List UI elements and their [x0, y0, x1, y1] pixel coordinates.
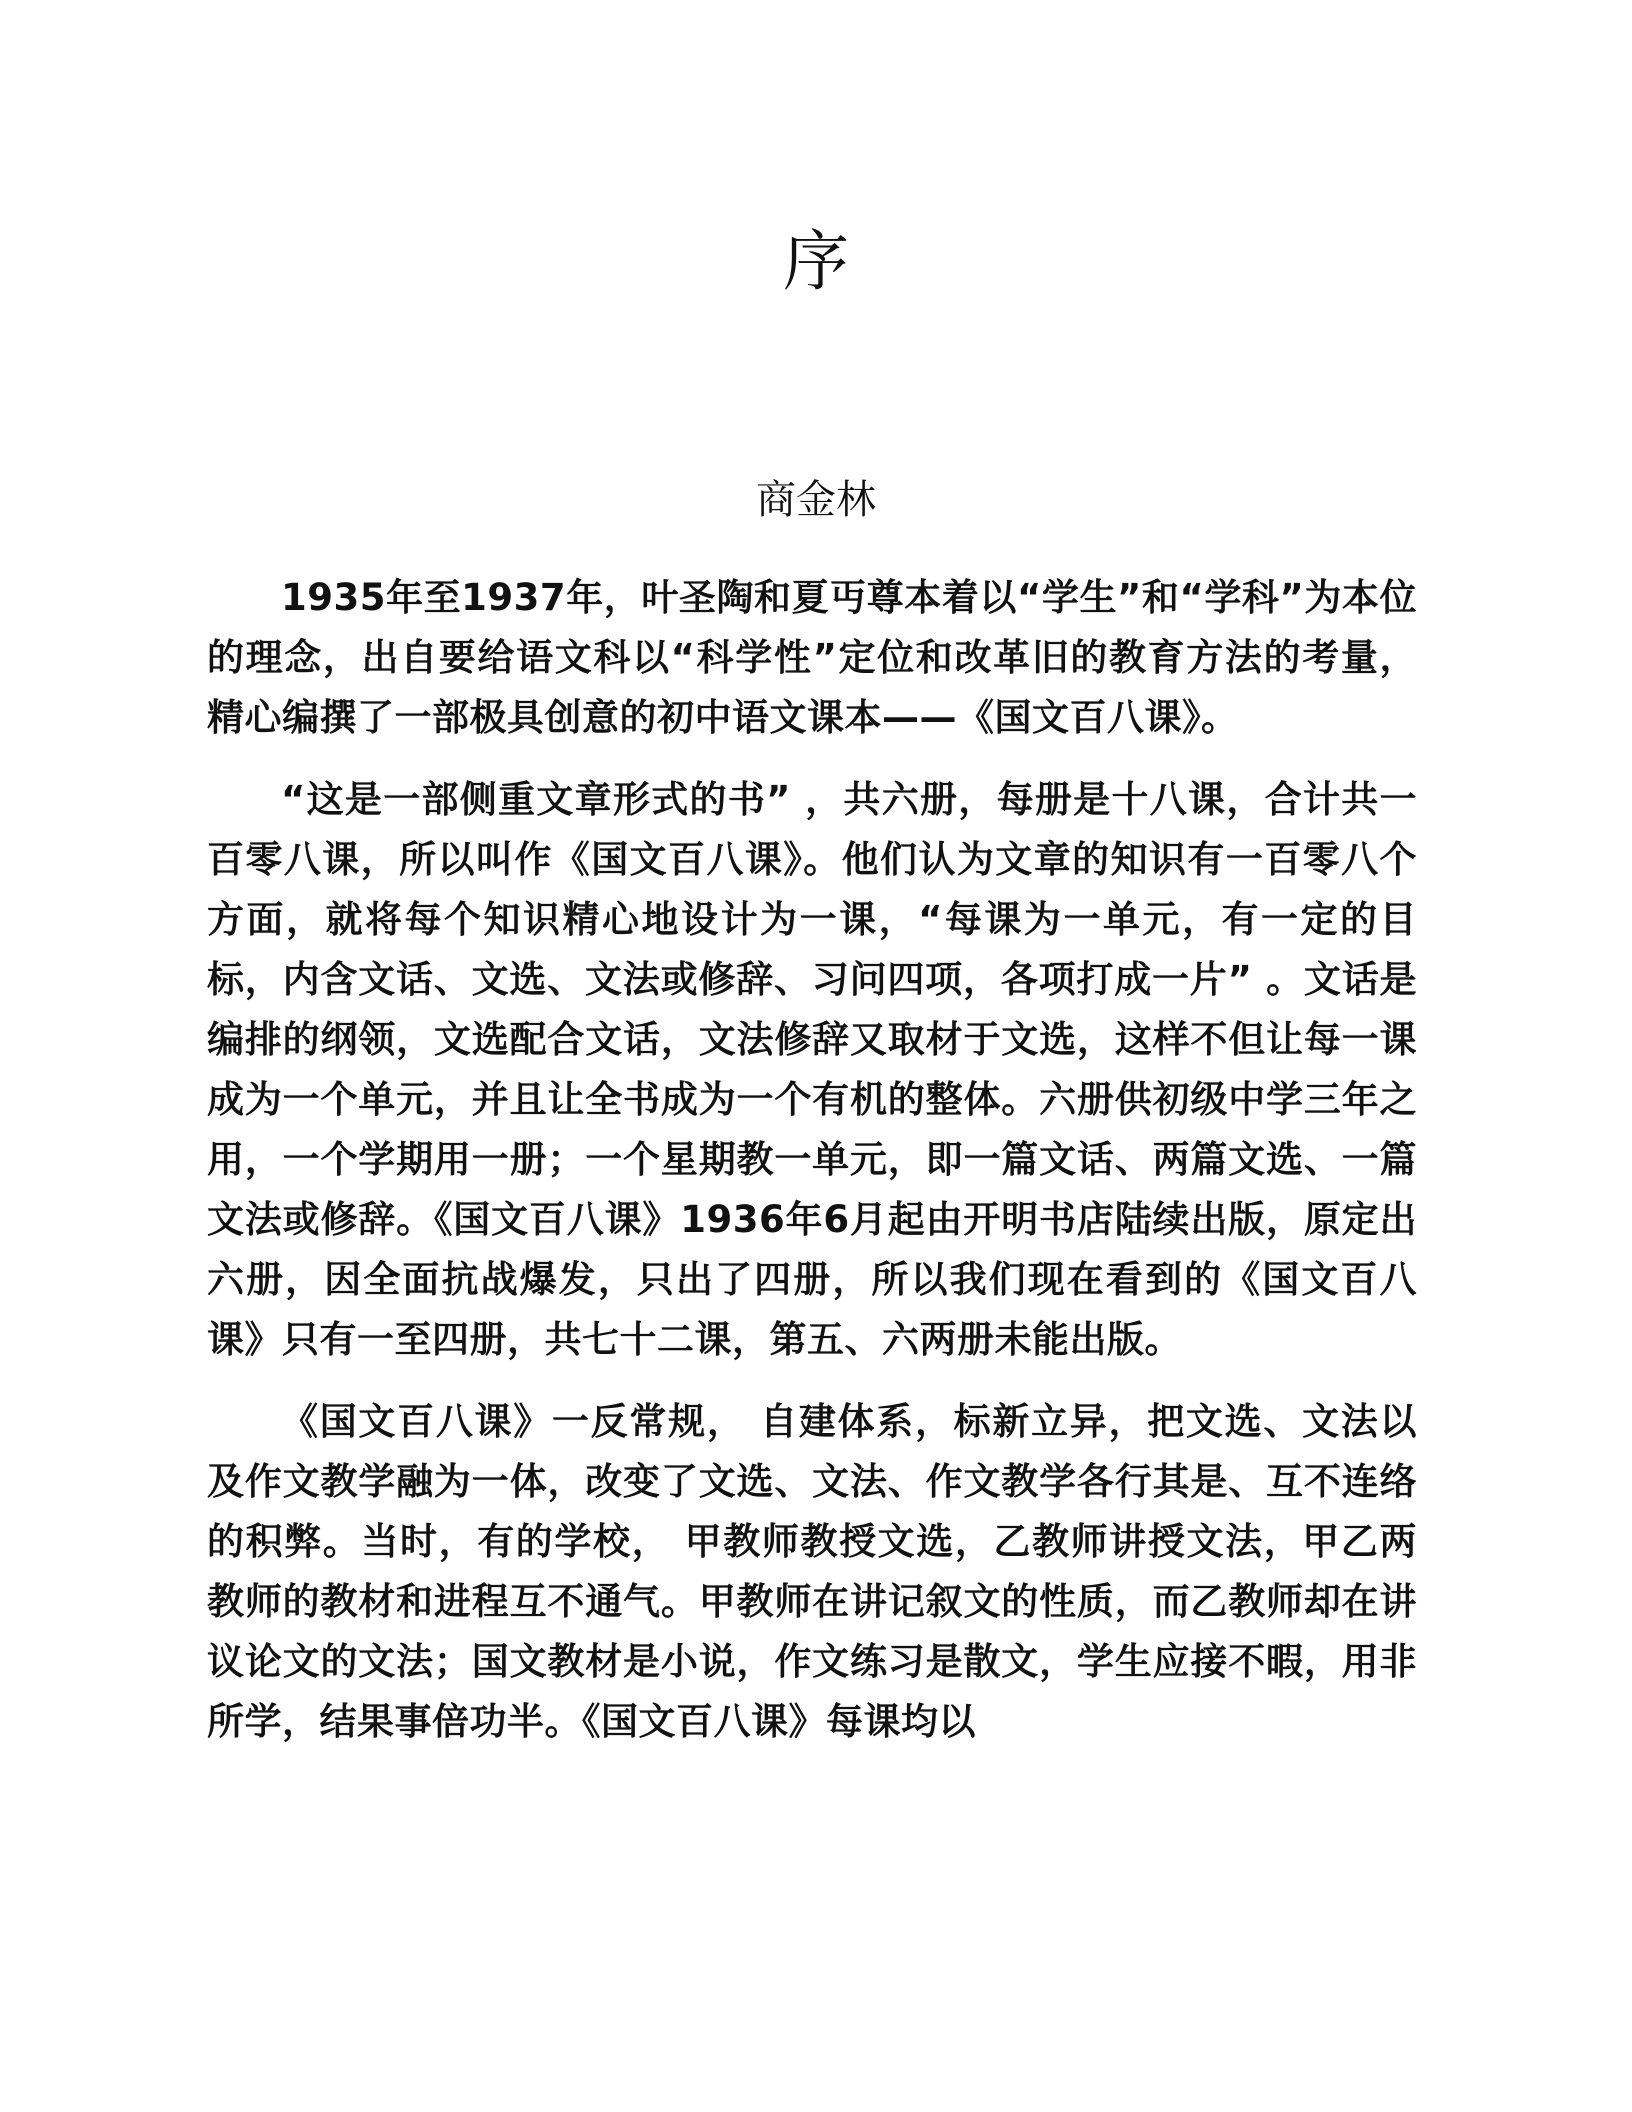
body-text — [207, 568, 1417, 1774]
author-name: 商金林 — [756, 477, 876, 523]
paragraph: “这是一部侧重文章形式的书” ，共六册，每册是十八课，合计共一百零八课，所以叫作《国文百八课》。他们认为文章的知识有一百零八个方面，就将每个知识精心地设计为一课，“每课为一单元，有一定的目标，内含文话、文选、文法或修辞、习问四项，各项打成一片” 。文话是编排的纲领，文选配合文话，文法修辞又取材于文选，这样不但让每一课成为一个单元，并且让全书成为一个有机的整体。六册供初级中学三年之用，一个学期用一册；一个星期教一单元，即一篇文话、两篇文选、一篇文法或修辞。《国文百八课》1936年6月起由开明书店陆续出版，原定出六册，因全面抗战爆发，只出了四册，所以我们现在看到的《国文百八课》只有一至四册，共七十二课，第五、六两册未能出版。 — [207, 778, 1417, 1361]
paragraph: 1935年至1937年，叶圣陶和夏丏尊本着以“学生”和“学科”为本位的理念，出自要给语文科以“科学性”定位和改革旧的教育方法的考量，精心编撰了一部极具创意的初中语文课本——《国文百八课》。 — [207, 576, 1417, 739]
page-title: 序 — [783, 223, 849, 300]
paragraph: 《国文百八课》一反常规， 自建体系，标新立异，把文选、文法以及作文教学融为一体，改变了文选、文法、作文教学各行其是、互不连络的积弊。当时，有的学校， 甲教师教授文选，乙教师讲授文法，甲乙两教师的教材和进程互不通气。甲教师在讲记叙文的性质，而乙教师却在讲议论文的文法；国文教材是小说，作文练习是散文，学生应接不暇，用非所学，结果事倍功半。《国文百八课》每课均以 — [207, 1400, 1417, 1743]
